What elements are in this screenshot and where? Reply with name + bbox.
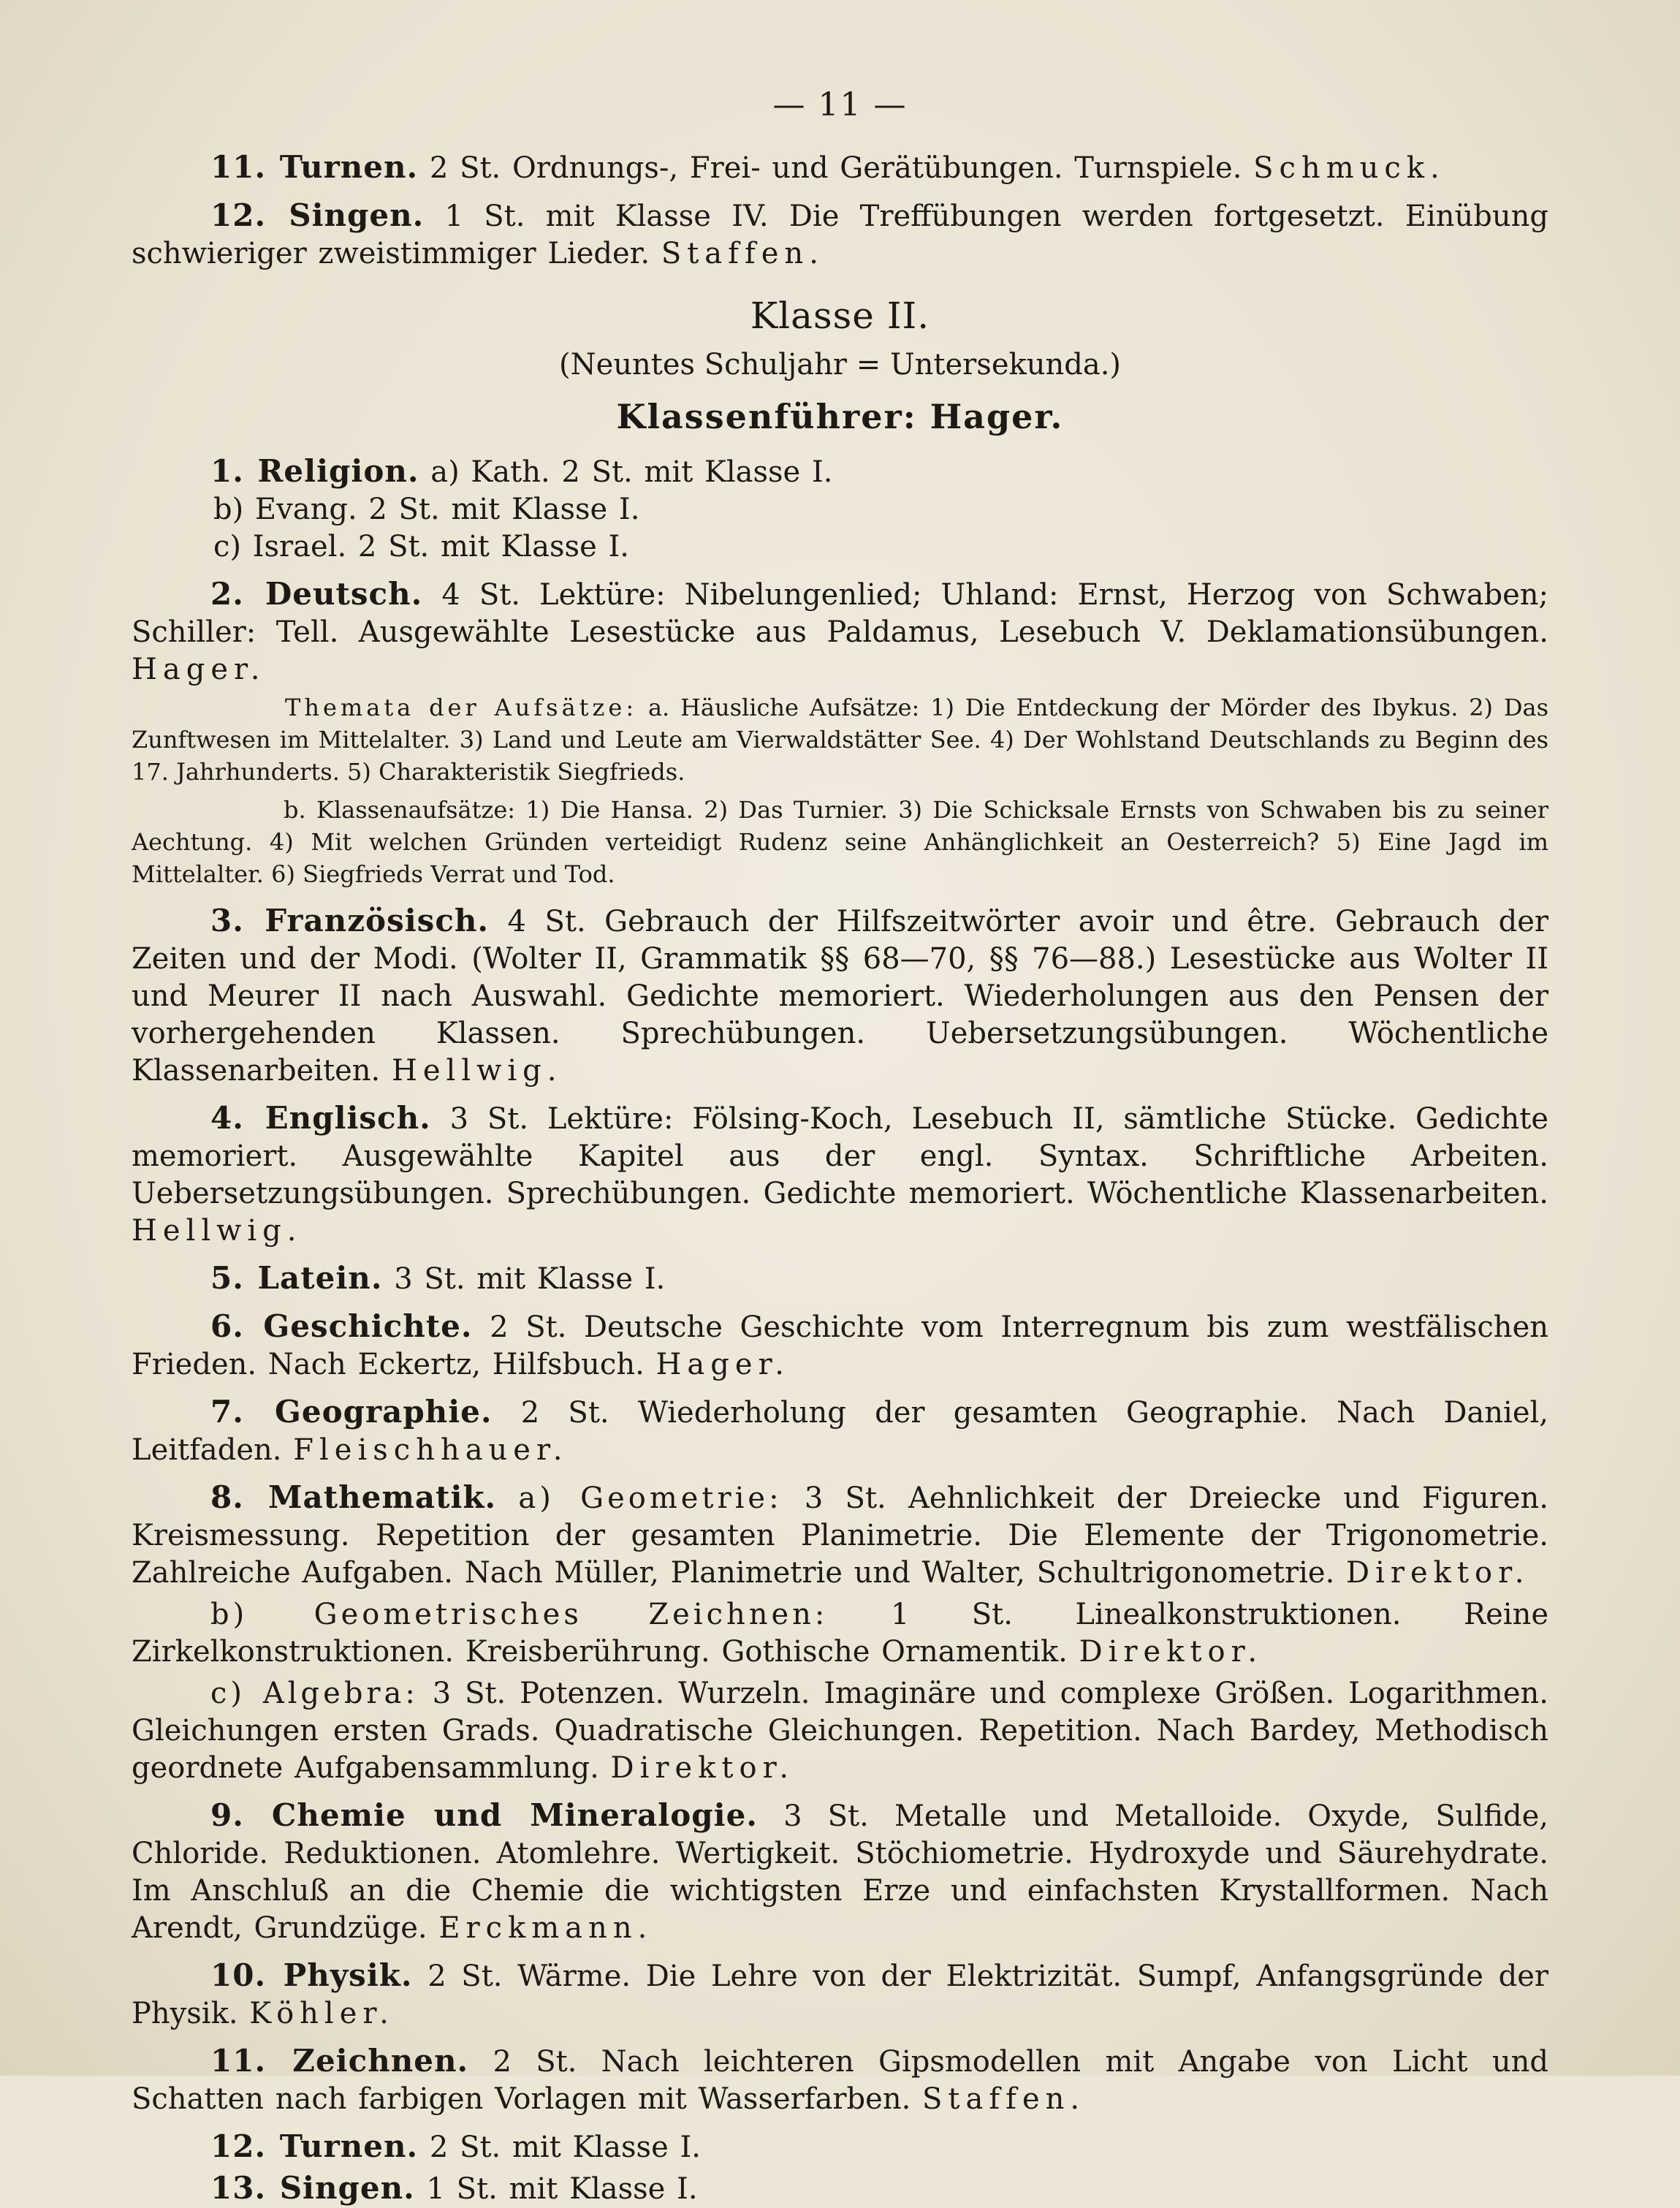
entry-geographie: 7. Geographie. 2 St. Wiederholung der gesamten Geographie. Nach Daniel, Leitfaden. Fleischhauer.: [132, 1394, 1548, 1467]
math-part-label: c) Algebra:: [210, 1677, 419, 1710]
teacher-name: Hellwig.: [132, 1214, 303, 1248]
entry-zeichnen: 11. Zeichnen. 2 St. Nach leichteren Gipsmodellen mit Angabe von Licht und Schatten nach farbigen Vorlagen mit Wasserfarben. Staffen.: [132, 2043, 1548, 2116]
subject-label: 7. Geographie.: [210, 1394, 493, 1430]
teacher-name: Fleischhauer.: [293, 1433, 569, 1467]
entry-turnen: 12. Turnen. 2 St. mit Klasse I.: [210, 2128, 701, 2164]
subject-label: 8. Mathematik.: [210, 1479, 497, 1515]
subject-label: 12. Turnen.: [210, 2128, 419, 2164]
entry-singen: 13. Singen. 1 St. mit Klasse I.: [210, 2170, 698, 2206]
themes-label: Themata der Aufsätze:: [285, 694, 638, 721]
math-part-label: a) Geometrie:: [518, 1482, 783, 1515]
class-subtitle: (Neuntes Schuljahr = Untersekunda.): [558, 348, 1122, 382]
teacher-name: Staffen.: [922, 2082, 1086, 2116]
teacher-name: Direktor.: [610, 1751, 795, 1785]
entry-chemie: 9. Chemie und Mineralogie. 3 St. Metalle und Metalloide. Oxyde, Sulfide, Chloride. Reduktionen. Atomlehre. Wertigkeit. Stöchiometrie. Hydroxyde und Säurehydrate. Im Anschluß an die Chemie die wichtigsten Erze und einfachsten Krystallformen. Nach Arendt, Grundzüge. Erckmann.: [132, 1797, 1549, 1945]
entry-franzoesisch: 3. Französisch. 4 St. Gebrauch der Hilfszeitwörter avoir und être. Gebrauch der Zeiten und der Modi. (Wolter II, Grammatik §§ 68—70, §§ 76—88.) Lesestücke aus Wolter II und Meurer II nach Auswahl. Gedichte memoriert. Wiederholungen aus den Pensen der vorhergehenden Klassen. Sprechübungen. Uebersetzungsübungen. Wöchentliche Klassenarbeiten. Hellwig.: [132, 903, 1549, 1088]
entry-turnen-prev: 11. Turnen. 2 St. Ordnungs-, Frei- und Gerätübungen. Turnspiele. Schmuck.: [210, 149, 1445, 185]
entry-deutsch: 2. Deutsch. 4 St. Lektüre: Nibelungenlied; Uhland: Ernst, Herzog von Schwaben; Schiller: Tell. Ausgewählte Lesestücke aus Paldamus, Lesebuch V. Deklamationsübungen. Hager.: [132, 576, 1549, 686]
subject-label: 2. Deutsch.: [210, 576, 423, 612]
subject-label: 4. Englisch.: [210, 1100, 431, 1136]
entry-mathematik-b: b) Geometrisches Zeichnen: 1 St. Linealkonstruktionen. Reine Zirkelkonstruktionen. Kreisberührung. Gothische Ornamentik. Direktor.: [132, 1598, 1548, 1669]
entry-mathematik-c: c) Algebra: 3 St. Potenzen. Wurzeln. Imaginäre und complexe Größen. Logarithmen. Gleichungen ersten Grads. Quadratische Gleichungen. Repetition. Nach Bardey, Methodisch geordnete Aufgabensammlung. Direktor.: [132, 1677, 1549, 1785]
entry-mathematik-a: 8. Mathematik. a) Geometrie: 3 St. Aehnlichkeit der Dreiecke und Figuren. Kreismessung. Repetition der gesamten Planimetrie. Die Elemente der Trigonometrie. Zahlreiche Aufgaben. Nach Müller, Planimetrie und Walter, Schultrigonometrie. Direktor.: [132, 1479, 1549, 1590]
subject-label: 10. Physik.: [210, 1957, 413, 1993]
teacher-name: Schmuck.: [1253, 151, 1445, 185]
religion-israel: c) Israel. 2 St. mit Klasse I.: [213, 530, 629, 564]
page-number: — 11 —: [772, 86, 908, 124]
entry-physik: 10. Physik. 2 St. Wärme. Die Lehre von der Elektrizität. Sumpf, Anfangsgründe der Physik. Köhler.: [132, 1957, 1548, 2030]
teacher-name: Erckmann.: [438, 1911, 653, 1945]
entry-religion: 1. Religion. a) Kath. 2 St. mit Klasse I.: [210, 453, 833, 489]
subject-label: 13. Singen.: [210, 2170, 415, 2206]
subject-label: 1. Religion.: [210, 453, 419, 489]
religion-evang: b) Evang. 2 St. mit Klasse I.: [213, 493, 640, 526]
subject-label: 5. Latein.: [210, 1260, 383, 1296]
deutsch-themes-b: b. Klassenaufsätze: 1) Die Hansa. 2) Das Turnier. 3) Die Schicksale Ernsts von Schwaben bis zu seiner Aechtung. 4) Mit welchen Gründen verteidigt Rudenz seine Anhänglichkeit an Oesterreich? 5) Eine Jagd im Mittelalter. 6) Siegfrieds Verrat und Tod.: [132, 796, 1548, 888]
teacher-name: Hager.: [132, 653, 266, 686]
teacher-name: Köhler.: [249, 1997, 395, 2030]
deutsch-themes-a: Themata der Aufsätze: a. Häusliche Aufsätze: 1) Die Entdeckung der Mörder des Ibykus. 2) Das Zunftwesen im Mittelalter. 3) Land und Leute am Vierwaldstätter See. 4) Der Wohlstand Deutschlands zu Beginn des 17. Jahrhunderts. 5) Charakteristik Siegfrieds.: [132, 694, 1549, 786]
subject-label: 3. Französisch.: [210, 903, 490, 938]
subject-label: 12. Singen.: [210, 197, 425, 233]
teacher-name: Direktor.: [1079, 1635, 1263, 1669]
teacher-name: Staffen.: [661, 237, 824, 270]
teacher-name: Hellwig.: [392, 1054, 563, 1088]
class-title: Klasse II.: [750, 295, 930, 337]
subject-label: 9. Chemie und Mineralogie.: [210, 1797, 758, 1833]
subject-label: 11. Zeichnen.: [210, 2043, 469, 2079]
subject-label: 11. Turnen.: [210, 149, 419, 185]
entry-englisch: 4. Englisch. 3 St. Lektüre: Fölsing-Koch, Lesebuch II, sämtliche Stücke. Gedichte memoriert. Ausgewählte Kapitel aus der engl. Syntax. Schriftliche Arbeiten. Uebersetzungsübungen. Sprechübungen. Gedichte memoriert. Wöchentliche Klassenarbeiten. Hellwig.: [132, 1100, 1548, 1248]
math-part-label: b) Geometrisches Zeichnen:: [210, 1598, 829, 1631]
entry-singen-prev: 12. Singen. 1 St. mit Klasse IV. Die Treffübungen werden fortgesetzt. Einübung schwieriger zweistimmiger Lieder. Staffen.: [132, 197, 1549, 270]
entry-geschichte: 6. Geschichte. 2 St. Deutsche Geschichte vom Interregnum bis zum westfälischen Frieden. Nach Eckertz, Hilfsbuch. Hager.: [132, 1308, 1549, 1381]
entry-latein: 5. Latein. 3 St. mit Klasse I.: [210, 1260, 666, 1296]
teacher-name: Direktor.: [1346, 1556, 1530, 1590]
subject-label: 6. Geschichte.: [210, 1308, 473, 1344]
class-leader: Klassenführer: Hager.: [616, 397, 1064, 436]
teacher-name: Hager.: [655, 1348, 790, 1381]
